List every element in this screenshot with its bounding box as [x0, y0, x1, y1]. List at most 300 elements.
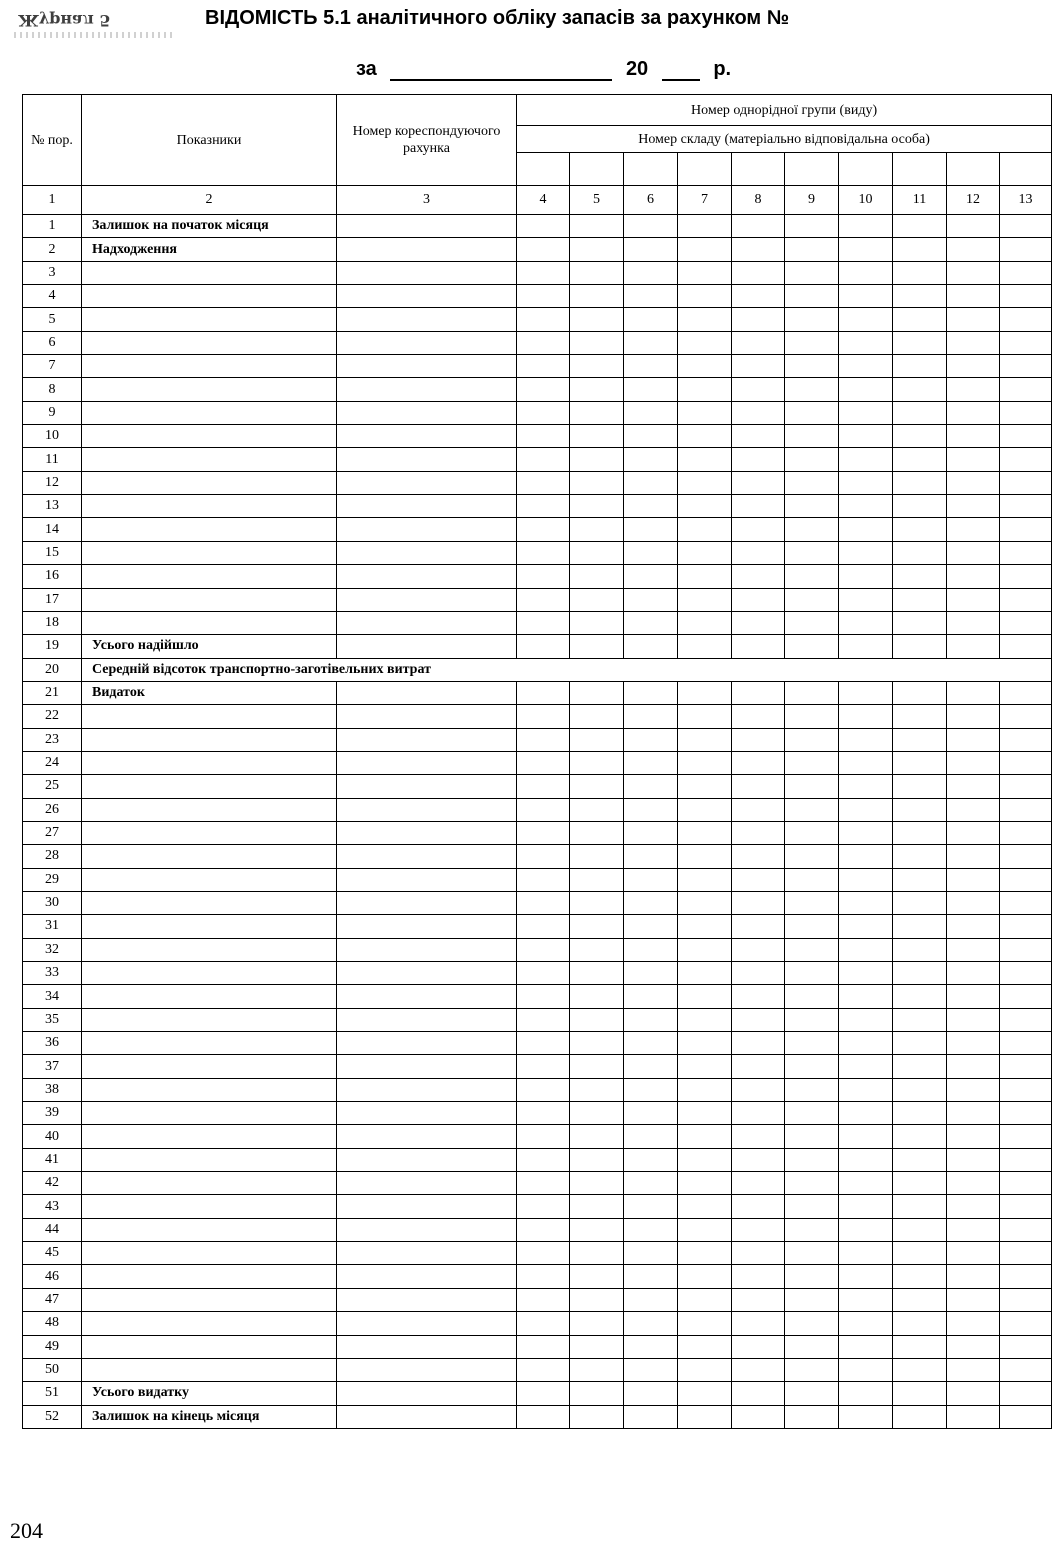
quantity-cell[interactable] — [732, 985, 785, 1008]
quantity-cell[interactable] — [517, 1218, 570, 1241]
quantity-cell[interactable] — [893, 355, 947, 378]
quantity-cell[interactable] — [732, 751, 785, 774]
quantity-cell[interactable] — [732, 681, 785, 704]
quantity-cell[interactable] — [839, 448, 893, 471]
quantity-cell[interactable] — [678, 798, 732, 821]
quantity-cell[interactable] — [839, 751, 893, 774]
quantity-cell[interactable] — [517, 985, 570, 1008]
quantity-cell[interactable] — [1000, 1078, 1052, 1101]
account-cell[interactable] — [337, 611, 517, 634]
row-label[interactable] — [82, 401, 337, 424]
quantity-cell[interactable] — [624, 915, 678, 938]
account-cell[interactable] — [337, 355, 517, 378]
account-cell[interactable] — [337, 1055, 517, 1078]
quantity-cell[interactable] — [678, 845, 732, 868]
quantity-cell[interactable] — [678, 215, 732, 238]
account-cell[interactable] — [337, 308, 517, 331]
row-label[interactable] — [82, 705, 337, 728]
quantity-cell[interactable] — [570, 1242, 624, 1265]
quantity-cell[interactable] — [570, 775, 624, 798]
quantity-cell[interactable] — [893, 1032, 947, 1055]
quantity-cell[interactable] — [570, 518, 624, 541]
account-cell[interactable] — [337, 588, 517, 611]
quantity-cell[interactable] — [1000, 378, 1052, 401]
quantity-cell[interactable] — [624, 471, 678, 494]
quantity-cell[interactable] — [839, 845, 893, 868]
row-label[interactable] — [82, 985, 337, 1008]
quantity-cell[interactable] — [732, 635, 785, 658]
quantity-cell[interactable] — [732, 1125, 785, 1148]
quantity-cell[interactable] — [947, 1032, 1000, 1055]
quantity-cell[interactable] — [570, 1335, 624, 1358]
quantity-cell[interactable] — [678, 1078, 732, 1101]
quantity-cell[interactable] — [570, 1265, 624, 1288]
quantity-cell[interactable] — [1000, 1312, 1052, 1335]
quantity-cell[interactable] — [678, 775, 732, 798]
quantity-cell[interactable] — [732, 915, 785, 938]
quantity-cell[interactable] — [624, 1242, 678, 1265]
quantity-cell[interactable] — [839, 868, 893, 891]
quantity-cell[interactable] — [517, 611, 570, 634]
quantity-cell[interactable] — [785, 845, 839, 868]
quantity-cell[interactable] — [624, 1055, 678, 1078]
account-cell[interactable] — [337, 1382, 517, 1405]
quantity-cell[interactable] — [893, 985, 947, 1008]
quantity-cell[interactable] — [517, 308, 570, 331]
quantity-cell[interactable] — [947, 1008, 1000, 1031]
quantity-cell[interactable] — [732, 1312, 785, 1335]
quantity-cell[interactable] — [785, 1242, 839, 1265]
quantity-cell[interactable] — [839, 775, 893, 798]
quantity-cell[interactable] — [1000, 425, 1052, 448]
quantity-cell[interactable] — [624, 495, 678, 518]
quantity-cell[interactable] — [893, 261, 947, 284]
quantity-cell[interactable] — [678, 1358, 732, 1381]
quantity-cell[interactable] — [732, 1032, 785, 1055]
quantity-cell[interactable] — [517, 471, 570, 494]
quantity-cell[interactable] — [893, 588, 947, 611]
quantity-cell[interactable] — [893, 845, 947, 868]
account-cell[interactable] — [337, 845, 517, 868]
quantity-cell[interactable] — [624, 588, 678, 611]
quantity-cell[interactable] — [624, 401, 678, 424]
quantity-cell[interactable] — [839, 1195, 893, 1218]
quantity-cell[interactable] — [517, 1288, 570, 1311]
quantity-cell[interactable] — [893, 471, 947, 494]
quantity-cell[interactable] — [1000, 1335, 1052, 1358]
quantity-cell[interactable] — [517, 728, 570, 751]
quantity-cell[interactable] — [785, 1288, 839, 1311]
quantity-cell[interactable] — [678, 1195, 732, 1218]
quantity-cell[interactable] — [624, 985, 678, 1008]
quantity-cell[interactable] — [624, 891, 678, 914]
quantity-cell[interactable] — [678, 915, 732, 938]
quantity-cell[interactable] — [732, 1405, 785, 1428]
quantity-cell[interactable] — [893, 1195, 947, 1218]
quantity-cell[interactable] — [893, 401, 947, 424]
quantity-cell[interactable] — [678, 962, 732, 985]
quantity-cell[interactable] — [570, 1148, 624, 1171]
row-label[interactable] — [82, 1172, 337, 1195]
quantity-cell[interactable] — [732, 1172, 785, 1195]
quantity-cell[interactable] — [570, 378, 624, 401]
quantity-cell[interactable] — [947, 565, 1000, 588]
row-label[interactable] — [82, 728, 337, 751]
quantity-cell[interactable] — [732, 962, 785, 985]
quantity-cell[interactable] — [785, 1172, 839, 1195]
quantity-cell[interactable] — [517, 238, 570, 261]
quantity-cell[interactable] — [624, 728, 678, 751]
quantity-cell[interactable] — [839, 355, 893, 378]
account-cell[interactable] — [337, 285, 517, 308]
row-label[interactable] — [82, 1148, 337, 1171]
quantity-cell[interactable] — [570, 681, 624, 704]
quantity-cell[interactable] — [785, 635, 839, 658]
quantity-cell[interactable] — [785, 891, 839, 914]
quantity-cell[interactable] — [947, 588, 1000, 611]
quantity-cell[interactable] — [624, 425, 678, 448]
quantity-cell[interactable] — [517, 1125, 570, 1148]
quantity-cell[interactable] — [517, 681, 570, 704]
quantity-cell[interactable] — [839, 705, 893, 728]
quantity-cell[interactable] — [517, 1405, 570, 1428]
quantity-cell[interactable] — [1000, 588, 1052, 611]
quantity-cell[interactable] — [947, 1102, 1000, 1125]
quantity-cell[interactable] — [570, 261, 624, 284]
quantity-cell[interactable] — [893, 705, 947, 728]
quantity-cell[interactable] — [1000, 1218, 1052, 1241]
quantity-cell[interactable] — [732, 1148, 785, 1171]
row-label[interactable] — [82, 1265, 337, 1288]
quantity-cell[interactable] — [785, 565, 839, 588]
quantity-cell[interactable] — [624, 238, 678, 261]
quantity-cell[interactable] — [785, 915, 839, 938]
quantity-cell[interactable] — [947, 471, 1000, 494]
quantity-cell[interactable] — [785, 1055, 839, 1078]
quantity-cell[interactable] — [1000, 985, 1052, 1008]
quantity-cell[interactable] — [678, 891, 732, 914]
quantity-cell[interactable] — [947, 821, 1000, 844]
quantity-cell[interactable] — [517, 1078, 570, 1101]
quantity-cell[interactable] — [1000, 331, 1052, 354]
quantity-cell[interactable] — [947, 705, 1000, 728]
row-label[interactable] — [82, 775, 337, 798]
quantity-cell[interactable] — [732, 1008, 785, 1031]
quantity-cell[interactable] — [732, 891, 785, 914]
row-label[interactable] — [82, 915, 337, 938]
quantity-cell[interactable] — [678, 425, 732, 448]
row-label[interactable] — [82, 1032, 337, 1055]
quantity-cell[interactable] — [517, 1312, 570, 1335]
row-label[interactable] — [82, 331, 337, 354]
quantity-cell[interactable] — [678, 285, 732, 308]
quantity-cell[interactable] — [785, 681, 839, 704]
quantity-cell[interactable] — [1000, 1195, 1052, 1218]
account-cell[interactable] — [337, 448, 517, 471]
quantity-cell[interactable] — [1000, 868, 1052, 891]
quantity-cell[interactable] — [570, 1055, 624, 1078]
quantity-cell[interactable] — [839, 518, 893, 541]
row-label[interactable] — [82, 1288, 337, 1311]
quantity-cell[interactable] — [517, 518, 570, 541]
quantity-cell[interactable] — [839, 401, 893, 424]
quantity-cell[interactable] — [624, 1032, 678, 1055]
quantity-cell[interactable] — [785, 401, 839, 424]
quantity-cell[interactable] — [839, 1358, 893, 1381]
quantity-cell[interactable] — [570, 1312, 624, 1335]
quantity-cell[interactable] — [1000, 1288, 1052, 1311]
quantity-cell[interactable] — [678, 1008, 732, 1031]
account-cell[interactable] — [337, 798, 517, 821]
quantity-cell[interactable] — [678, 681, 732, 704]
quantity-cell[interactable] — [893, 1265, 947, 1288]
quantity-cell[interactable] — [678, 471, 732, 494]
quantity-cell[interactable] — [893, 308, 947, 331]
quantity-cell[interactable] — [678, 1242, 732, 1265]
account-cell[interactable] — [337, 938, 517, 961]
quantity-cell[interactable] — [517, 1172, 570, 1195]
account-cell[interactable] — [337, 1265, 517, 1288]
quantity-cell[interactable] — [785, 962, 839, 985]
quantity-cell[interactable] — [678, 261, 732, 284]
quantity-cell[interactable] — [517, 425, 570, 448]
quantity-cell[interactable] — [517, 1242, 570, 1265]
row-label[interactable] — [82, 495, 337, 518]
quantity-cell[interactable] — [839, 681, 893, 704]
quantity-cell[interactable] — [893, 891, 947, 914]
quantity-cell[interactable] — [624, 798, 678, 821]
quantity-cell[interactable] — [947, 1218, 1000, 1241]
quantity-cell[interactable] — [947, 285, 1000, 308]
quantity-cell[interactable] — [1000, 1405, 1052, 1428]
quantity-cell[interactable] — [839, 1172, 893, 1195]
quantity-cell[interactable] — [1000, 565, 1052, 588]
quantity-cell[interactable] — [732, 518, 785, 541]
quantity-cell[interactable] — [624, 1405, 678, 1428]
account-cell[interactable] — [337, 891, 517, 914]
quantity-cell[interactable] — [678, 1405, 732, 1428]
quantity-cell[interactable] — [947, 495, 1000, 518]
quantity-cell[interactable] — [517, 891, 570, 914]
quantity-cell[interactable] — [624, 285, 678, 308]
quantity-cell[interactable] — [624, 1358, 678, 1381]
quantity-cell[interactable] — [893, 1405, 947, 1428]
quantity-cell[interactable] — [517, 798, 570, 821]
quantity-cell[interactable] — [947, 308, 1000, 331]
quantity-cell[interactable] — [624, 1008, 678, 1031]
quantity-cell[interactable] — [678, 1125, 732, 1148]
quantity-cell[interactable] — [678, 1102, 732, 1125]
quantity-cell[interactable] — [947, 775, 1000, 798]
row-label[interactable] — [82, 751, 337, 774]
quantity-cell[interactable] — [570, 868, 624, 891]
quantity-cell[interactable] — [839, 285, 893, 308]
quantity-cell[interactable] — [732, 565, 785, 588]
quantity-cell[interactable] — [624, 1382, 678, 1405]
quantity-cell[interactable] — [785, 1265, 839, 1288]
account-cell[interactable] — [337, 565, 517, 588]
quantity-cell[interactable] — [732, 285, 785, 308]
quantity-cell[interactable] — [732, 1195, 785, 1218]
quantity-cell[interactable] — [1000, 821, 1052, 844]
quantity-cell[interactable] — [517, 635, 570, 658]
quantity-cell[interactable] — [624, 681, 678, 704]
account-cell[interactable] — [337, 1125, 517, 1148]
quantity-cell[interactable] — [839, 1218, 893, 1241]
quantity-cell[interactable] — [1000, 1172, 1052, 1195]
quantity-cell[interactable] — [624, 308, 678, 331]
quantity-cell[interactable] — [624, 565, 678, 588]
row-label[interactable] — [82, 378, 337, 401]
quantity-cell[interactable] — [1000, 448, 1052, 471]
quantity-cell[interactable] — [947, 1312, 1000, 1335]
quantity-cell[interactable] — [947, 238, 1000, 261]
row-label[interactable] — [82, 425, 337, 448]
quantity-cell[interactable] — [678, 588, 732, 611]
quantity-cell[interactable] — [624, 378, 678, 401]
quantity-cell[interactable] — [839, 821, 893, 844]
quantity-cell[interactable] — [1000, 775, 1052, 798]
quantity-cell[interactable] — [893, 238, 947, 261]
quantity-cell[interactable] — [732, 1382, 785, 1405]
quantity-cell[interactable] — [1000, 635, 1052, 658]
quantity-cell[interactable] — [570, 611, 624, 634]
quantity-cell[interactable] — [785, 425, 839, 448]
account-cell[interactable] — [337, 635, 517, 658]
quantity-cell[interactable] — [517, 845, 570, 868]
quantity-cell[interactable] — [570, 1078, 624, 1101]
quantity-cell[interactable] — [624, 355, 678, 378]
quantity-cell[interactable] — [732, 588, 785, 611]
quantity-cell[interactable] — [893, 1242, 947, 1265]
quantity-cell[interactable] — [785, 1312, 839, 1335]
quantity-cell[interactable] — [732, 1335, 785, 1358]
quantity-cell[interactable] — [517, 868, 570, 891]
quantity-cell[interactable] — [947, 378, 1000, 401]
quantity-cell[interactable] — [893, 1288, 947, 1311]
account-cell[interactable] — [337, 215, 517, 238]
quantity-cell[interactable] — [947, 355, 1000, 378]
quantity-cell[interactable] — [1000, 891, 1052, 914]
quantity-cell[interactable] — [1000, 495, 1052, 518]
quantity-cell[interactable] — [785, 611, 839, 634]
quantity-cell[interactable] — [785, 448, 839, 471]
quantity-cell[interactable] — [785, 1405, 839, 1428]
quantity-cell[interactable] — [570, 541, 624, 564]
account-cell[interactable] — [337, 915, 517, 938]
quantity-cell[interactable] — [893, 1335, 947, 1358]
quantity-cell[interactable] — [839, 1032, 893, 1055]
quantity-cell[interactable] — [1000, 1265, 1052, 1288]
quantity-cell[interactable] — [839, 261, 893, 284]
quantity-cell[interactable] — [624, 1172, 678, 1195]
quantity-cell[interactable] — [785, 215, 839, 238]
quantity-cell[interactable] — [570, 728, 624, 751]
row-label[interactable] — [82, 611, 337, 634]
quantity-cell[interactable] — [785, 308, 839, 331]
quantity-cell[interactable] — [893, 1172, 947, 1195]
quantity-cell[interactable] — [1000, 1102, 1052, 1125]
quantity-cell[interactable] — [732, 1055, 785, 1078]
quantity-cell[interactable] — [624, 1125, 678, 1148]
account-cell[interactable] — [337, 261, 517, 284]
account-cell[interactable] — [337, 1032, 517, 1055]
quantity-cell[interactable] — [839, 1008, 893, 1031]
quantity-cell[interactable] — [1000, 355, 1052, 378]
quantity-cell[interactable] — [570, 938, 624, 961]
row-label[interactable] — [82, 845, 337, 868]
quantity-cell[interactable] — [517, 938, 570, 961]
quantity-cell[interactable] — [1000, 705, 1052, 728]
quantity-cell[interactable] — [624, 261, 678, 284]
quantity-cell[interactable] — [947, 845, 1000, 868]
quantity-cell[interactable] — [570, 962, 624, 985]
quantity-cell[interactable] — [893, 1218, 947, 1241]
quantity-cell[interactable] — [839, 962, 893, 985]
quantity-cell[interactable] — [893, 1055, 947, 1078]
quantity-cell[interactable] — [624, 705, 678, 728]
account-cell[interactable] — [337, 1172, 517, 1195]
quantity-cell[interactable] — [1000, 518, 1052, 541]
quantity-cell[interactable] — [624, 331, 678, 354]
quantity-cell[interactable] — [678, 705, 732, 728]
row-label[interactable] — [82, 821, 337, 844]
account-cell[interactable] — [337, 1078, 517, 1101]
row-label[interactable] — [82, 1335, 337, 1358]
quantity-cell[interactable] — [1000, 1148, 1052, 1171]
quantity-cell[interactable] — [570, 238, 624, 261]
quantity-cell[interactable] — [947, 915, 1000, 938]
quantity-cell[interactable] — [570, 1172, 624, 1195]
quantity-cell[interactable] — [1000, 798, 1052, 821]
quantity-cell[interactable] — [517, 565, 570, 588]
quantity-cell[interactable] — [785, 985, 839, 1008]
quantity-cell[interactable] — [893, 915, 947, 938]
row-label[interactable] — [82, 1078, 337, 1101]
quantity-cell[interactable] — [947, 1405, 1000, 1428]
quantity-cell[interactable] — [839, 611, 893, 634]
quantity-cell[interactable] — [947, 425, 1000, 448]
quantity-cell[interactable] — [947, 541, 1000, 564]
account-cell[interactable] — [337, 541, 517, 564]
quantity-cell[interactable] — [947, 1078, 1000, 1101]
quantity-cell[interactable] — [947, 215, 1000, 238]
row-label[interactable] — [82, 541, 337, 564]
quantity-cell[interactable] — [570, 471, 624, 494]
quantity-cell[interactable] — [893, 331, 947, 354]
period-blank-field[interactable] — [390, 59, 612, 81]
row-label[interactable] — [82, 471, 337, 494]
quantity-cell[interactable] — [570, 1032, 624, 1055]
quantity-cell[interactable] — [570, 355, 624, 378]
quantity-cell[interactable] — [893, 775, 947, 798]
quantity-cell[interactable] — [732, 1358, 785, 1381]
quantity-cell[interactable] — [839, 1148, 893, 1171]
quantity-cell[interactable] — [517, 331, 570, 354]
quantity-cell[interactable] — [785, 331, 839, 354]
account-cell[interactable] — [337, 681, 517, 704]
quantity-cell[interactable] — [517, 1382, 570, 1405]
quantity-cell[interactable] — [678, 1312, 732, 1335]
quantity-cell[interactable] — [624, 635, 678, 658]
quantity-cell[interactable] — [570, 845, 624, 868]
quantity-cell[interactable] — [785, 471, 839, 494]
quantity-cell[interactable] — [785, 495, 839, 518]
quantity-cell[interactable] — [678, 448, 732, 471]
quantity-cell[interactable] — [839, 238, 893, 261]
quantity-cell[interactable] — [893, 541, 947, 564]
quantity-cell[interactable] — [839, 728, 893, 751]
